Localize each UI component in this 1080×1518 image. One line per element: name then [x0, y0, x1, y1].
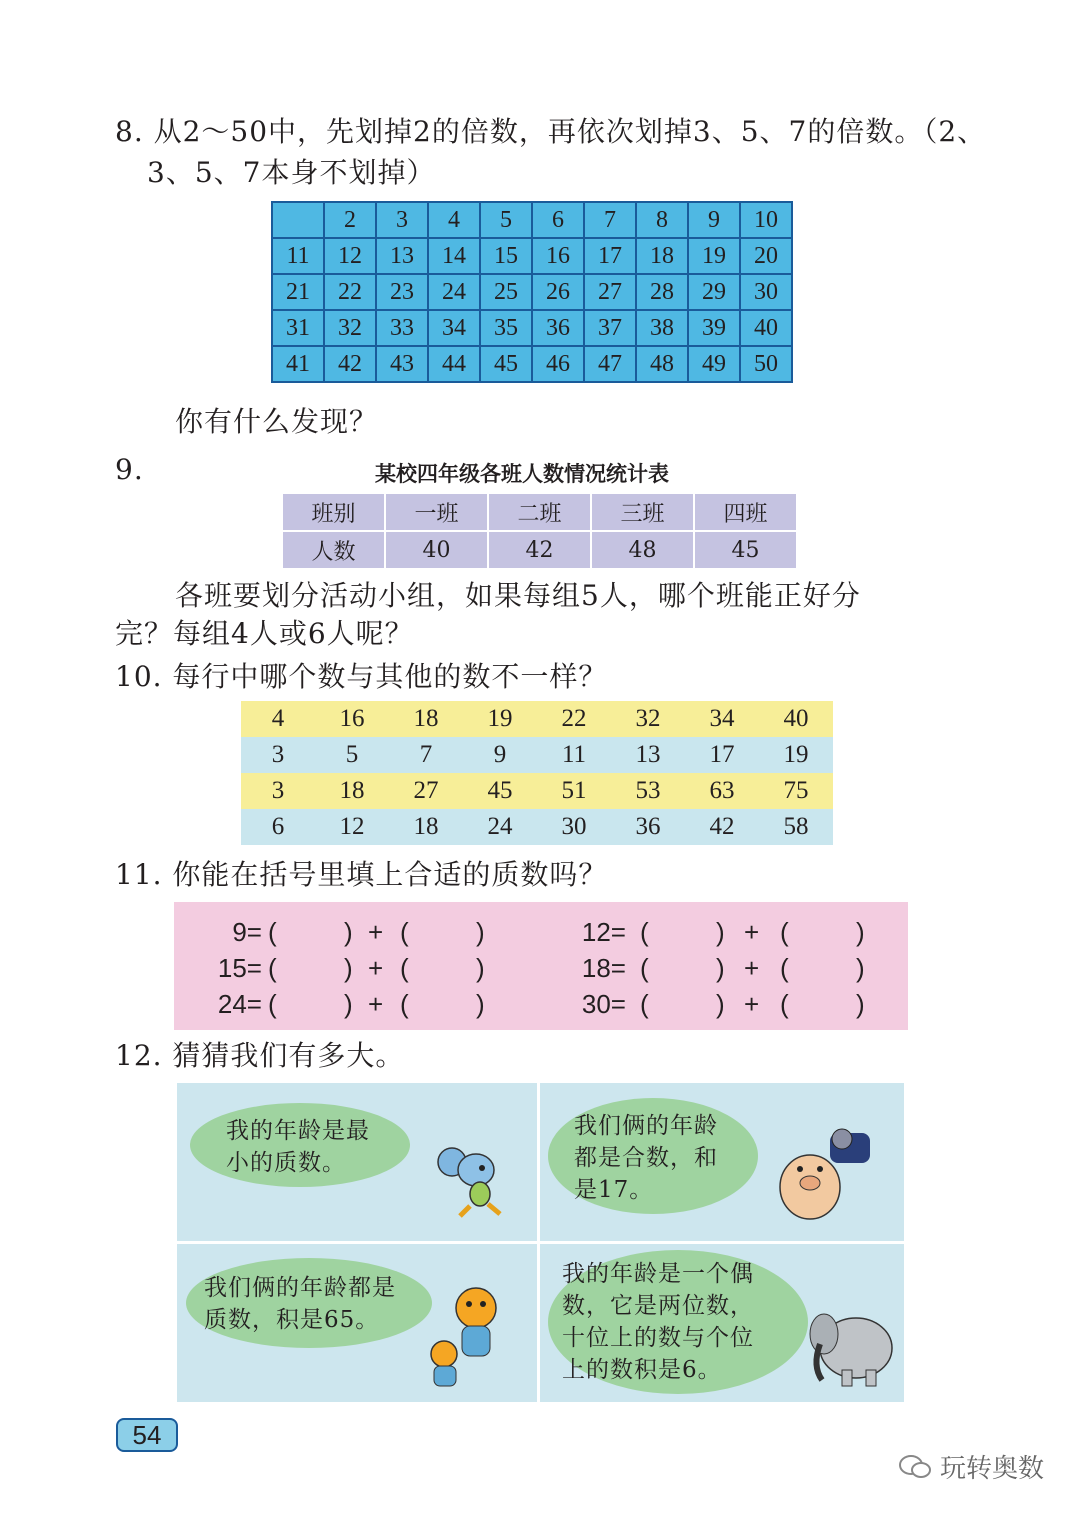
grid-cell: 30: [740, 274, 792, 310]
table-cell: 40: [385, 531, 488, 569]
equation-lhs: 12=: [581, 917, 626, 947]
number-cell: 53: [611, 773, 685, 809]
open-paren: (: [268, 989, 277, 1019]
number-cell: 63: [685, 773, 759, 809]
q11-title: 11. 你能在括号里填上合适的质数吗？: [115, 858, 608, 891]
grid-cell: 35: [480, 310, 532, 346]
number-cell: 32: [611, 701, 685, 737]
tigers-illustration: [418, 1282, 518, 1392]
open-paren: (: [268, 953, 277, 983]
grid-cell: 40: [740, 310, 792, 346]
grid-cell: 9: [688, 202, 740, 238]
q8-question: 你有什么发现？: [175, 405, 379, 438]
bubble-line: 质数，积是65。: [204, 1307, 380, 1333]
grid-cell: 16: [532, 238, 584, 274]
plus-sign: +: [744, 953, 760, 983]
grid-cell: 13: [376, 238, 428, 274]
open-paren: (: [400, 917, 409, 947]
grid-cell: 12: [324, 238, 376, 274]
grid-cell: 3: [376, 202, 428, 238]
grid-cell: 11: [272, 238, 324, 274]
number-cell: 19: [463, 701, 537, 737]
grid-cell: 49: [688, 346, 740, 382]
grid-cell: 22: [324, 274, 376, 310]
number-cell: 36: [611, 809, 685, 845]
close-paren: ): [344, 917, 353, 947]
plus-sign: +: [744, 917, 760, 947]
bubble-line: 小的质数。: [226, 1150, 346, 1176]
close-paren: ): [476, 953, 485, 983]
grid-row: [272, 238, 792, 274]
grid-cell: 39: [688, 310, 740, 346]
open-paren: (: [640, 917, 649, 947]
table-cell: 一班: [385, 493, 488, 531]
grid-cell: 19: [688, 238, 740, 274]
number-cell: 22: [537, 701, 611, 737]
grid-cell: 43: [376, 346, 428, 382]
number-cell: 7: [389, 737, 463, 773]
grid-cell: 14: [428, 238, 480, 274]
number-cell: 17: [685, 737, 759, 773]
open-paren: (: [780, 917, 789, 947]
grid-cell: 10: [740, 202, 792, 238]
grid-cell: 21: [272, 274, 324, 310]
plus-sign: +: [368, 953, 384, 983]
number-cell: 13: [611, 737, 685, 773]
grid-cell: 5: [480, 202, 532, 238]
class-count-table: [281, 492, 798, 570]
equation-lhs: 24=: [217, 989, 262, 1019]
grid-cell: 7: [584, 202, 636, 238]
q10-title: 10. 每行中哪个数与其他的数不一样？: [115, 660, 608, 693]
speech-bubble-mouse: [190, 1103, 410, 1187]
grid-cell: 50: [740, 346, 792, 382]
grid-cell: 46: [532, 346, 584, 382]
speech-bubble-elephant: [548, 1250, 808, 1394]
bubble-line: 都是合数，和: [574, 1145, 718, 1171]
grid-cell: 37: [584, 310, 636, 346]
number-cell: 18: [315, 773, 389, 809]
mouse-illustration: [430, 1140, 520, 1220]
close-paren: ): [716, 917, 725, 947]
grid-cell: 33: [376, 310, 428, 346]
number-cell: 19: [759, 737, 833, 773]
q8-line1: 8. 从2～50中，先划掉2的倍数，再依次划掉3、5、7的倍数。（2、: [115, 115, 987, 148]
watermark-text: 玩转奥数: [940, 1454, 1045, 1484]
number-cell: 18: [389, 701, 463, 737]
wechat-icon: [898, 1454, 932, 1480]
grid-cell: 26: [532, 274, 584, 310]
grid-cell: 44: [428, 346, 480, 382]
grid-cell: 48: [636, 346, 688, 382]
grid-cell: 38: [636, 310, 688, 346]
table-cell: 42: [488, 531, 591, 569]
number-cell: 11: [537, 737, 611, 773]
close-paren: ): [856, 989, 865, 1019]
table-cell: 班别: [282, 493, 385, 531]
grid-cell: 24: [428, 274, 480, 310]
speech-bubble-pigs: [548, 1098, 758, 1214]
grid-cell: 2: [324, 202, 376, 238]
number-cell: 75: [759, 773, 833, 809]
number-cell: 16: [315, 701, 389, 737]
bubble-line: 十位上的数与个位: [562, 1325, 754, 1351]
grid-cell: 8: [636, 202, 688, 238]
close-paren: ): [344, 989, 353, 1019]
close-paren: ): [476, 917, 485, 947]
number-cell: 24: [463, 809, 537, 845]
number-row: [241, 701, 833, 737]
number-cell: 42: [685, 809, 759, 845]
table-row: [282, 493, 797, 531]
bubble-line: 我的年龄是一个偶: [562, 1261, 754, 1287]
grid-cell: 4: [428, 202, 480, 238]
table-cell: 48: [591, 531, 694, 569]
number-cell: 40: [759, 701, 833, 737]
number-cell: 3: [241, 737, 315, 773]
number-cell: 30: [537, 809, 611, 845]
pigs-illustration: [770, 1125, 880, 1225]
grid-cell: 47: [584, 346, 636, 382]
grid-row: [272, 274, 792, 310]
number-cell: 51: [537, 773, 611, 809]
plus-sign: +: [368, 989, 384, 1019]
open-paren: (: [640, 953, 649, 983]
table-cell: 45: [694, 531, 797, 569]
grid-cell: 27: [584, 274, 636, 310]
speech-bubble-tigers: [186, 1258, 432, 1348]
q9-number: 9.: [115, 453, 144, 486]
bubble-line: 我们俩的年龄都是: [204, 1275, 396, 1301]
number-cell: 34: [685, 701, 759, 737]
elephant-illustration: [806, 1300, 896, 1390]
grid-cell: 41: [272, 346, 324, 382]
grid-cell: 29: [688, 274, 740, 310]
close-paren: ): [856, 953, 865, 983]
grid-row: [272, 346, 792, 382]
number-row: [241, 737, 833, 773]
q8-line2: 3、5、7本身不划掉）: [147, 156, 436, 189]
table-cell: 四班: [694, 493, 797, 531]
grid-row: [272, 202, 792, 238]
plus-sign: +: [368, 917, 384, 947]
grid-cell: [272, 202, 324, 238]
open-paren: (: [268, 917, 277, 947]
grid-cell: 42: [324, 346, 376, 382]
close-paren: ): [716, 953, 725, 983]
number-row: [241, 809, 833, 845]
close-paren: ): [716, 989, 725, 1019]
q12-title: 12. 猜猜我们有多大。: [115, 1039, 405, 1072]
number-cell: 18: [389, 809, 463, 845]
open-paren: (: [780, 953, 789, 983]
grid-cell: 36: [532, 310, 584, 346]
open-paren: (: [400, 953, 409, 983]
number-cell: 9: [463, 737, 537, 773]
grid-cell: 20: [740, 238, 792, 274]
number-cell: 27: [389, 773, 463, 809]
grid-cell: 28: [636, 274, 688, 310]
grid-cell: 15: [480, 238, 532, 274]
equation-lhs: 18=: [581, 953, 626, 983]
equation-lhs: 15=: [217, 953, 262, 983]
grid-row: [272, 310, 792, 346]
grid-cell: 23: [376, 274, 428, 310]
number-cell: 12: [315, 809, 389, 845]
grid-cell: 25: [480, 274, 532, 310]
number-grid-2-50: [271, 201, 793, 383]
close-paren: ): [344, 953, 353, 983]
number-cell: 5: [315, 737, 389, 773]
close-paren: ): [476, 989, 485, 1019]
table-cell: 人数: [282, 531, 385, 569]
number-cell: 3: [241, 773, 315, 809]
q9-table-title: 某校四年级各班人数情况统计表: [375, 462, 669, 486]
bubble-line: 我们俩的年龄: [574, 1113, 718, 1139]
open-paren: (: [400, 989, 409, 1019]
table-cell: 二班: [488, 493, 591, 531]
grid-cell: 6: [532, 202, 584, 238]
bubble-line: 数，它是两位数，: [562, 1293, 754, 1319]
number-cell: 58: [759, 809, 833, 845]
q9-text2: 完？每组4人或6人呢？: [115, 617, 414, 650]
bubble-line: 是17。: [574, 1177, 654, 1203]
grid-cell: 34: [428, 310, 480, 346]
watermark: [898, 1448, 1044, 1485]
grid-cell: 18: [636, 238, 688, 274]
number-cell: 45: [463, 773, 537, 809]
grid-cell: 32: [324, 310, 376, 346]
number-row: [241, 773, 833, 809]
number-cell: 4: [241, 701, 315, 737]
grid-cell: 31: [272, 310, 324, 346]
grid-cell: 45: [480, 346, 532, 382]
open-paren: (: [780, 989, 789, 1019]
table-cell: 三班: [591, 493, 694, 531]
equation-lhs: 30=: [581, 989, 626, 1019]
table-row: [282, 531, 797, 569]
bubble-line: 上的数积是6。: [562, 1357, 722, 1383]
equation-lhs: 9=: [232, 917, 262, 947]
page-number: 54: [116, 1418, 178, 1452]
open-paren: (: [640, 989, 649, 1019]
prime-sum-box: [174, 902, 908, 1030]
grid-cell: 17: [584, 238, 636, 274]
close-paren: ): [856, 917, 865, 947]
q9-text1: 各班要划分活动小组，如果每组5人，哪个班能正好分: [175, 579, 861, 612]
bubble-line: 我的年龄是最: [226, 1118, 370, 1144]
plus-sign: +: [744, 989, 760, 1019]
odd-one-out-table: [241, 701, 833, 845]
number-cell: 6: [241, 809, 315, 845]
